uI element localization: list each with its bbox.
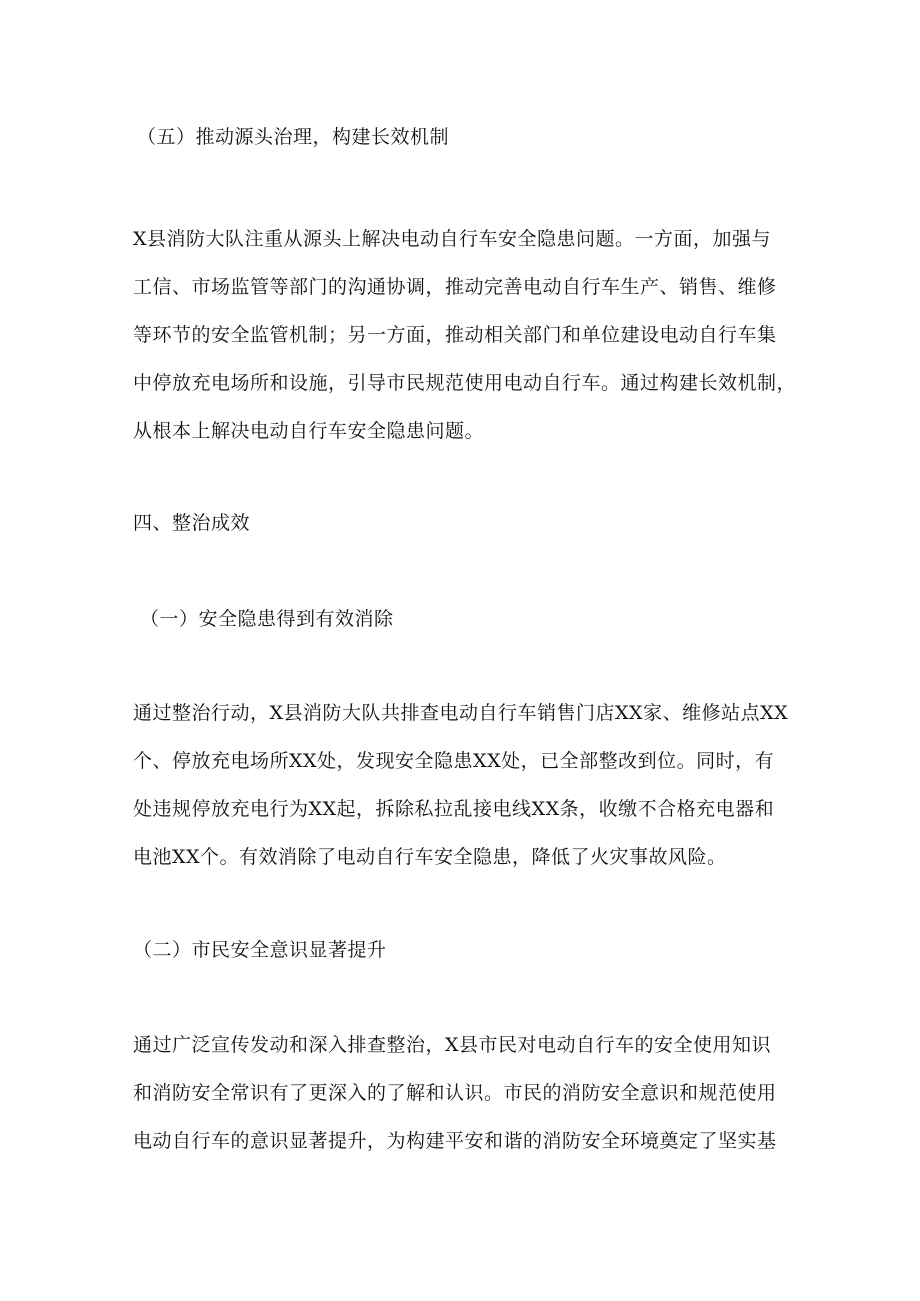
paragraph-line: 通过整治行动，X县消防大队共排查电动自行车销售门店XX家、维修站点XX [133, 702, 789, 724]
paragraph-line: 电池XX个。有效消除了电动自行车安全隐患，降低了火灾事故风险。 [133, 846, 727, 868]
paragraph-line: 中停放充电场所和设施，引导市民规范使用电动自行车。通过构建长效机制， [133, 372, 797, 394]
paragraph-line: X县消防大队注重从源头上解决电动自行车安全隐患问题。一方面，加强与 [133, 228, 772, 250]
paragraph-line: 从根本上解决电动自行车安全隐患问题。 [133, 420, 485, 442]
paragraph-line: 和消防安全常识有了更深入的了解和认识。市民的消防安全意识和规范使用 [133, 1082, 777, 1104]
section-heading-5: （五）推动源头治理，构建长效机制 [137, 126, 450, 148]
paragraph-line: 电动自行车的意识显著提升，为构建平安和谐的消防安全环境奠定了坚实基 [133, 1130, 777, 1152]
paragraph-line: 工信、市场监管等部门的沟通协调，推动完善电动自行车生产、销售、维修 [133, 276, 777, 298]
paragraph-line: 通过广泛宣传发动和深入排查整治，X县市民对电动自行车的安全使用知识 [133, 1034, 772, 1056]
section-heading-1: （一）安全隐患得到有效消除 [140, 608, 394, 630]
chapter-heading-results: 四、整治成效 [133, 512, 251, 534]
section-heading-2: （二）市民安全意识显著提升 [133, 939, 387, 961]
paragraph-line: 个、停放充电场所XX处，发现安全隐患XX处，已全部整改到位。同时，有 [133, 750, 775, 772]
paragraph-line: 等环节的安全监管机制；另一方面，推动相关部门和单位建设电动自行车集 [133, 324, 777, 346]
paragraph-line: 处违规停放充电行为XX起，拆除私拉乱接电线XX条，收缴不合格充电器和 [133, 798, 775, 820]
